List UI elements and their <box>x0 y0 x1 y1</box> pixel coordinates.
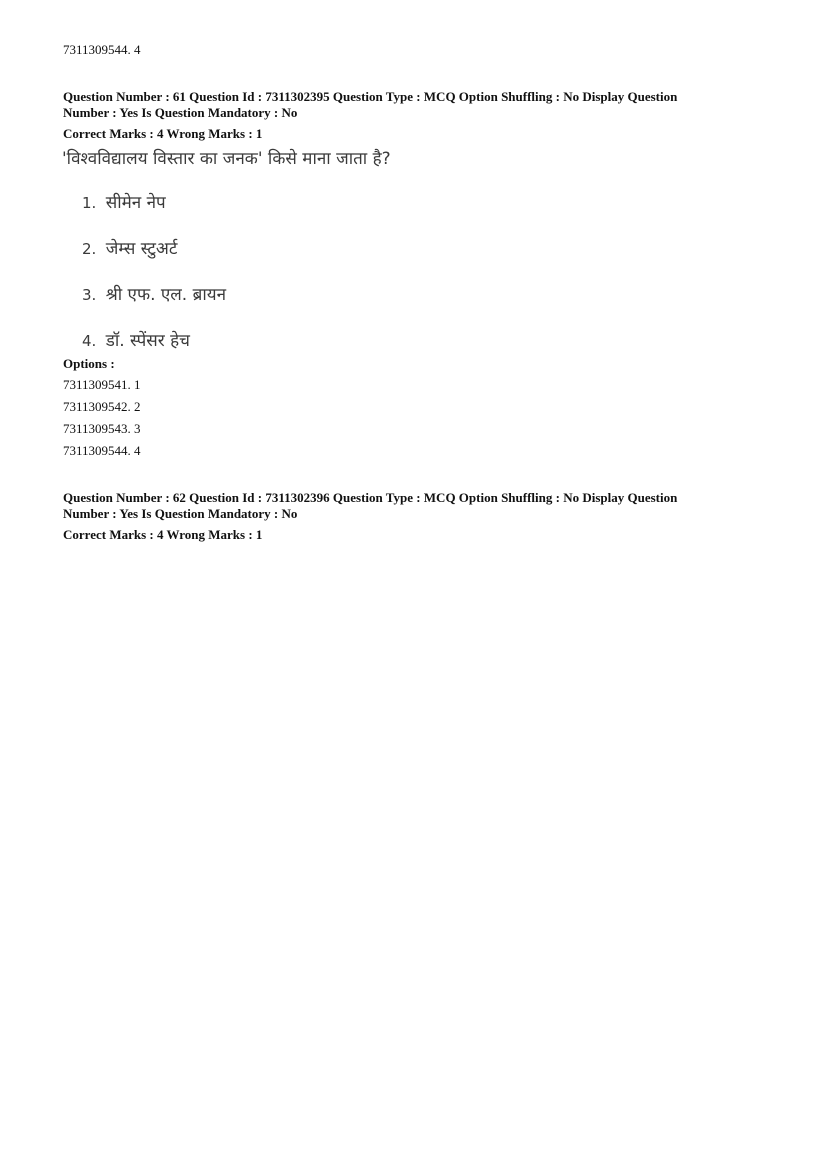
question-61-meta-line-2: Number : Yes Is Question Mandatory : No <box>63 105 298 120</box>
previous-option-id: 7311309544. 4 <box>63 42 141 57</box>
question-61-choice-1 <box>82 191 166 215</box>
question-61-meta-line-1: Question Number : 61 Question Id : 7311302395 Question Type : MCQ Option Shuffling : No Display Question <box>63 89 678 104</box>
question-61-choice-4 <box>82 329 190 353</box>
choice-number: 2. <box>82 240 97 258</box>
question-61-option-4: 7311309544. 4 <box>63 443 141 458</box>
question-61-text: 'विश्वविद्यालय विस्तार का जनक' किसे माना जाता है? <box>62 149 391 169</box>
question-62-meta-line-2: Number : Yes Is Question Mandatory : No <box>63 506 298 521</box>
question-62-marks: Correct Marks : 4 Wrong Marks : 1 <box>63 527 263 542</box>
choice-text: जेम्स स्टुअर्ट <box>105 239 178 259</box>
question-61-marks: Correct Marks : 4 Wrong Marks : 1 <box>63 126 263 141</box>
choice-number: 1. <box>82 194 97 212</box>
question-61-options-label: Options : <box>63 356 115 371</box>
question-62-meta-line-1: Question Number : 62 Question Id : 7311302396 Question Type : MCQ Option Shuffling : No Display Question <box>63 490 678 505</box>
question-61-choice-2 <box>82 237 178 261</box>
question-61-choice-3 <box>82 283 226 307</box>
choice-number: 3. <box>82 286 97 304</box>
question-61-meta <box>63 89 763 121</box>
choice-text: सीमेन नेप <box>105 193 166 213</box>
question-61-option-2: 7311309542. 2 <box>63 399 141 414</box>
choice-text: श्री एफ. एल. ब्रायन <box>105 285 227 305</box>
question-61-option-1: 7311309541. 1 <box>63 377 141 392</box>
choice-number: 4. <box>82 332 97 350</box>
choice-text: डॉ. स्पेंसर हेच <box>105 331 190 351</box>
question-62-meta <box>63 490 763 522</box>
question-61-option-3: 7311309543. 3 <box>63 421 141 436</box>
